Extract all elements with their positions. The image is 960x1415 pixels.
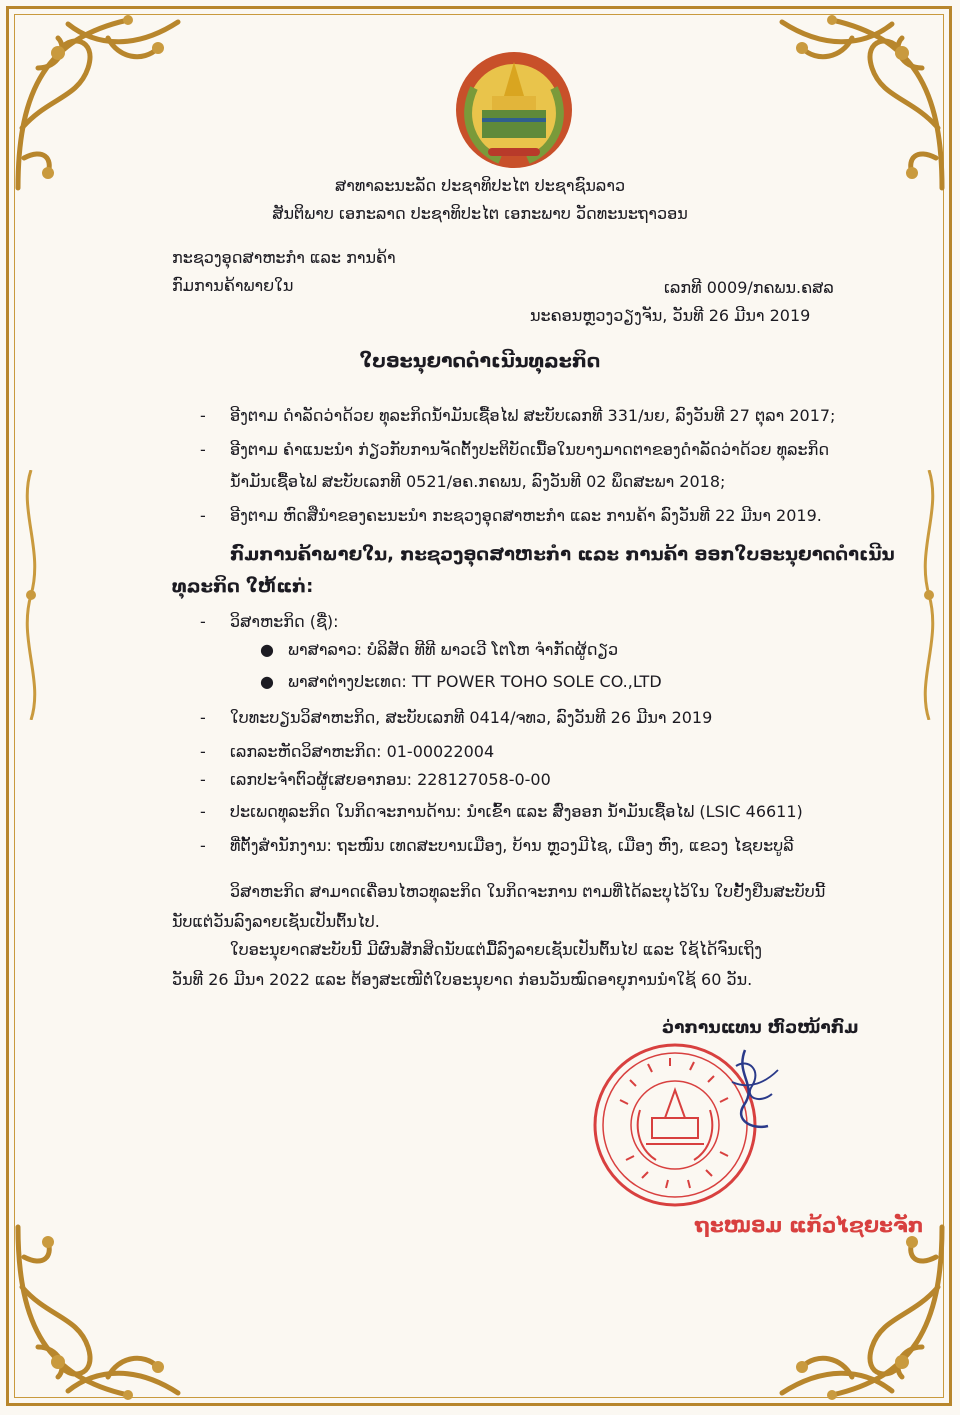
ornament-vine-right [916,470,942,720]
grant-statement: ກົມການຄ້າພາຍໃນ, ກະຊວງອຸດສາຫະກຳ ແລະ ການຄ້າ ອອກໃບອະນຸຍາດດຳເນີນ [230,544,895,565]
national-motto: ສັນຕິພາບ ເອກະລາດ ປະຊາທິປະໄຕ ເອກະພາບ ວັດທະນະຖາວອນ [272,204,688,223]
registration-info: ໃບທະບຽນວິສາຫະກິດ, ສະບັບເລກທີ 0414/ຈທວ, ລົງວັນທີ 26 ມີນາ 2019 [230,708,713,727]
enterprise-label: ວິສາຫະກິດ (ຊື່): [230,612,339,631]
reference-number: ເລກທີ 0009/ກຄພນ.ຄສລ [664,278,834,297]
paragraph-validity-continued: ວັນທີ 26 ມີນາ 2022 ແລະ ຕ້ອງສະເໜີຕໍ່ໃບອະນຸຍາດ ກ່ອນວັນໝົດອາຍຸການນຳໃຊ້ 60 ວັນ. [172,970,753,989]
signatory-name: ຖະໜອມ ແກ້ວໄຊຍະຈັກ [695,1213,924,1237]
bullet-icon: ● [260,640,274,659]
paragraph-validity: ໃບອະນຸຍາດສະບັບນີ້ ມີຜົນສັກສິດນັບແຕ່ມື້ລົງລາຍເຊັນເປັນຕົ້ນໄປ ແລະ ໃຊ້ໄດ້ຈົນເຖິງ [230,940,762,959]
document-title: ໃບອະນຸຍາດດຳເນີນທຸລະກິດ [359,350,601,372]
tax-id: ເລກປະຈຳຕົວຜູ້ເສຍອາກອນ: 228127058-0-00 [230,770,551,789]
list-dash: - [200,406,206,425]
reference-item: ອີງຕາມ ຫົດສືນຳຂອງຄະນະນຳ ກະຊວງອຸດສາຫະກຳ ແລະ ການຄ້າ ລົງວັນທີ 22 ມີນາ 2019. [230,506,822,525]
republic-name: ສາທາລະນະລັດ ປະຊາທິປະໄຕ ປະຊາຊົນລາວ [334,176,626,195]
ornament-corner-bottom-left [8,1217,198,1407]
paragraph-operation-continued: ນັບແຕ່ວັນລົງລາຍເຊັນເປັນຕົ້ນໄປ. [172,912,380,931]
list-dash: - [200,708,206,727]
reference-item: ອີງຕາມ ຄຳແນະນຳ ກ່ຽວກັບການຈັດຕັ້ງປະຕິບັດເນື້ອໃນບາງມາດຕາຂອງດຳລັດວ່າດ້ວຍ ທຸລະກິດ [230,440,830,459]
list-dash: - [200,440,206,459]
ornament-corner-top-right [762,8,952,198]
ornament-corner-top-left [8,8,198,198]
office-address: ທີ່ຕັ້ງສຳນັກງານ: ຖະໜົນ ເທດສະບານເມືອງ, ບ້ານ ຫຼວງມີໄຊ, ເມືອງ ຫົງ, ແຂວງ ໄຊຍະບູລີ [230,836,794,855]
enterprise-code: ເລກລະຫັດວິສາຫະກິດ: 01-00022004 [230,742,495,761]
signatory-role: ວ່າການແທນ ຫົວໜ້າກົມ [662,1018,859,1038]
list-dash: - [200,802,206,821]
list-dash: - [200,836,206,855]
reference-item-continued: ນ້ຳມັນເຊື້ອໄຟ ສະບັບເລກທີ 0521/ອຄ.ກຄພນ, ລົງວັນທີ 02 ພຶດສະພາ 2018; [230,472,726,491]
ornament-vine-left [18,470,44,720]
place-date: ນະຄອນຫຼວງວຽງຈັນ, ວັນທີ 26 ມີນາ 2019 [530,306,811,325]
department-name: ກົມການຄ້າພາຍໃນ [172,276,294,295]
list-dash: - [200,506,206,525]
grant-statement-continued: ທຸລະກິດ ໃຫ້ແກ່: [172,576,314,597]
ministry-name: ກະຊວງອຸດສາຫະກຳ ແລະ ການຄ້າ [172,248,396,267]
national-emblem-icon [452,48,576,172]
list-dash: - [200,612,206,631]
handwritten-signature-icon [640,1030,790,1140]
paragraph-operation: ວິສາຫະກິດ ສາມາດເຄື່ອນໄຫວທຸລະກິດ ໃນກິດຈະການ ຕາມທີ່ໄດ້ລະບຸໄວ້ໃນ ໃບຢັ້ງຢືນສະບັບນີ້ [230,882,826,901]
enterprise-name-lao: ພາສາລາວ: ບໍລິສັດ ທີທີ ພາວເວີ ໂຕໂຫ ຈຳກັດຜູ້ດຽວ [288,640,619,659]
ornament-corner-bottom-right [762,1217,952,1407]
bullet-icon: ● [260,672,274,691]
list-dash: - [200,770,206,789]
enterprise-name-foreign: ພາສາຕ່າງປະເທດ: TT POWER TOHO SOLE CO.,LTD [288,672,662,691]
reference-item: ອີງຕາມ ດຳລັດວ່າດ້ວຍ ທຸລະກິດນ້ຳມັນເຊື້ອໄຟ ສະບັບເລກທີ 331/ນຍ, ລົງວັນທີ 27 ຕຸລາ 2017; [230,406,836,425]
list-dash: - [200,742,206,761]
business-type: ປະເພດທຸລະກິດ ໃນກິດຈະການດ້ານ: ນຳເຂົ້າ ແລະ ສົ່ງອອກ ນ້ຳມັນເຊື້ອໄຟ (LSIC 46611) [230,802,803,821]
